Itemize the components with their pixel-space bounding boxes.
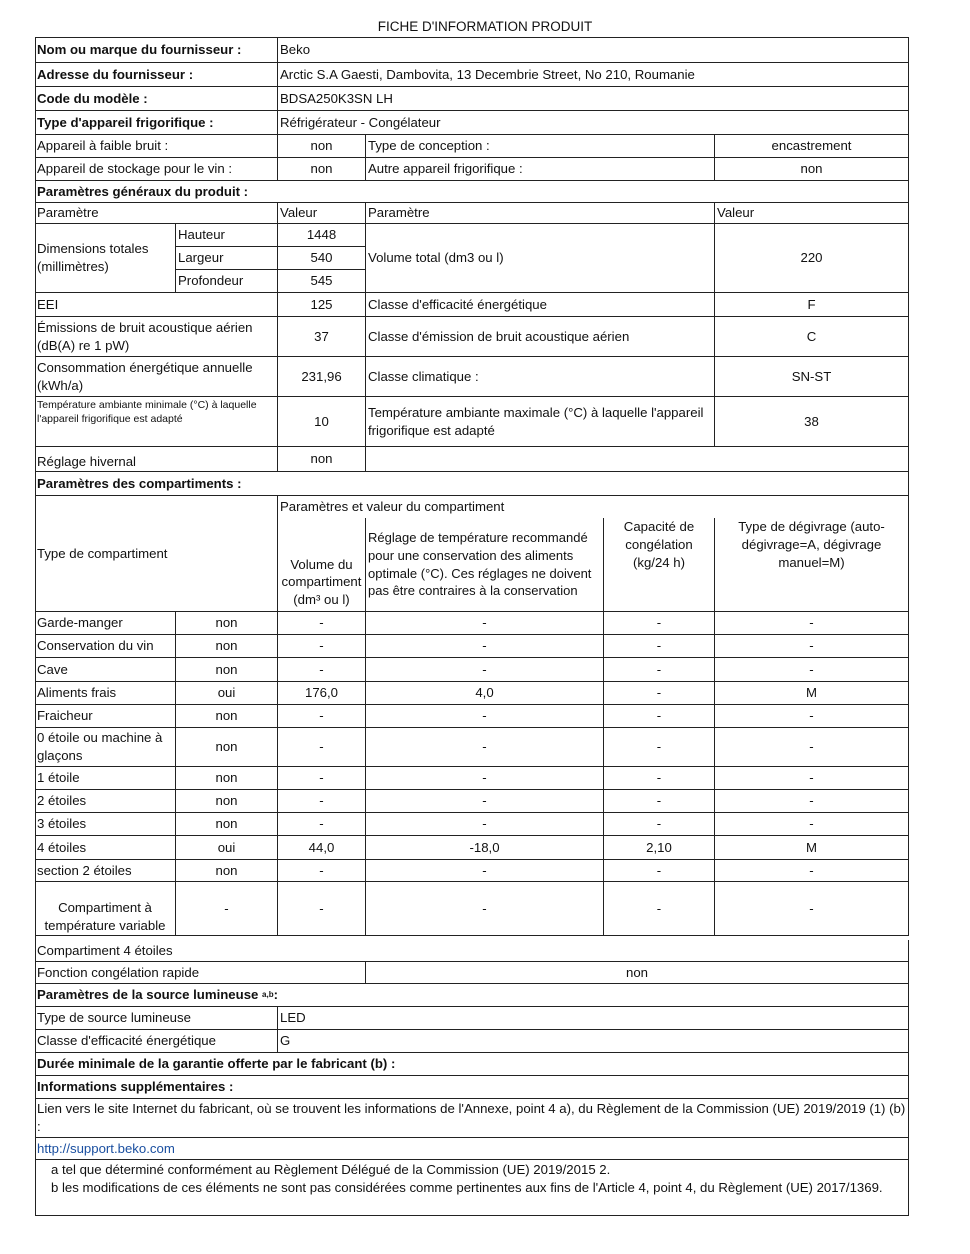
compartment-temp-cell: -	[366, 882, 604, 936]
compartment-present-cell: non	[176, 767, 278, 790]
warranty-label: Durée minimale de la garantie offerte par le fabricant (b) :	[35, 1053, 909, 1076]
general-params-heading: Paramètres généraux du produit :	[35, 181, 909, 203]
compartment-defrost-cell: -	[715, 860, 909, 882]
compartment-defrost-cell: -	[715, 790, 909, 813]
compartment-present-cell: non	[176, 813, 278, 836]
compartment-volume-cell: 176,0	[278, 682, 366, 705]
light-type-label: Type de source lumineuse	[35, 1007, 278, 1030]
compartment-volume-cell: -	[278, 813, 366, 836]
fast-freeze-label: Fonction congélation rapide	[35, 962, 366, 984]
compartment-freeze-cell: -	[604, 635, 715, 658]
compartment-volume-cell: -	[278, 635, 366, 658]
height-value: 1448	[278, 224, 366, 247]
compartment-type-header: Type de compartiment	[35, 496, 278, 612]
volume-header	[278, 518, 366, 612]
light-source-heading	[35, 984, 909, 1007]
compartment-freeze-cell: -	[604, 682, 715, 705]
manufacturer-link-text: Lien vers le site Internet du fabricant, où se trouvent les informations de l'Annexe, point 4 a), du Règlement de la Commission (UE) 2019/2019 (1) (b) :	[35, 1099, 909, 1138]
other-appliance-label: Autre appareil frigorifique :	[366, 158, 715, 181]
winter-setting-label: Réglage hivernal	[35, 447, 278, 472]
appliance-type-label: Type d'appareil frigorifique :	[35, 111, 278, 135]
energy-class-value: F	[715, 293, 909, 317]
model-code-value: BDSA250K3SN LH	[278, 87, 909, 111]
light-heading-colon: :	[273, 987, 279, 1003]
support-url-link[interactable]: http://support.beko.com	[35, 1138, 909, 1160]
compartment-present-cell: non	[176, 860, 278, 882]
light-heading-sup: a,b	[262, 989, 274, 999]
supplier-address-label: Adresse du fournisseur :	[35, 63, 278, 87]
compartment-volume-cell: -	[278, 728, 366, 767]
compartment-name-cell: Aliments frais	[35, 682, 176, 705]
low-noise-label: Appareil à faible bruit :	[35, 135, 278, 158]
compartment-name-cell: 1 étoile	[35, 767, 176, 790]
dimensions-label: Dimensions totales (millimètres)	[35, 224, 176, 293]
param-header: Paramètre	[35, 203, 278, 224]
compartment-name-cell: Fraicheur	[35, 705, 176, 728]
compartment-freeze-cell: -	[604, 767, 715, 790]
compartment-present-cell: -	[176, 882, 278, 936]
compartment-present-cell: non	[176, 635, 278, 658]
compartment-defrost-cell: -	[715, 728, 909, 767]
value-header: Valeur	[278, 203, 366, 224]
compartment-present-cell: non	[176, 790, 278, 813]
compartment-volume-cell: 44,0	[278, 836, 366, 860]
compartment-defrost-cell: M	[715, 682, 909, 705]
light-heading-text: Paramètres de la source lumineuse	[37, 987, 259, 1003]
compartment-name-cell: 4 étoiles	[35, 836, 176, 860]
temp-header: Réglage de température recommandé pour une conservation des aliments optimale (°C). Ces réglages ne doivent pas être contraires à la conservation	[366, 518, 604, 612]
compartment-temp-cell: -	[366, 658, 604, 682]
compartments-heading: Paramètres des compartiments :	[35, 472, 909, 496]
compartment-name-cell: Conservation du vin	[35, 635, 176, 658]
compartment-freeze-cell: -	[604, 790, 715, 813]
compartment-temp-cell: -	[366, 813, 604, 836]
compartment-volume-cell: -	[278, 860, 366, 882]
compartment-defrost-cell: -	[715, 635, 909, 658]
eei-label: EEI	[35, 293, 278, 317]
footnote-a: a tel que déterminé conformément au Règlement Délégué de la Commission (UE) 2019/2015 2.	[51, 1162, 611, 1177]
compartment-present-cell: non	[176, 705, 278, 728]
wine-storage-value: non	[278, 158, 366, 181]
compartment-name-cell: Garde-manger	[35, 612, 176, 635]
compartment-name-cell: 3 étoiles	[35, 813, 176, 836]
compartment-name-cell: 0 étoile ou machine à glaçons	[35, 728, 176, 767]
compartment-volume-cell: -	[278, 790, 366, 813]
design-type-label: Type de conception :	[366, 135, 715, 158]
compartment-temp-cell: 4,0	[366, 682, 604, 705]
compartment-temp-cell: -18,0	[366, 836, 604, 860]
compartment-defrost-cell: M	[715, 836, 909, 860]
compartment-volume-cell: -	[278, 658, 366, 682]
climate-class-label: Classe climatique :	[366, 357, 715, 397]
footnote-b: b les modifications de ces éléments ne sont pas considérées comme pertinentes aux fins de l'Article 4, point 4, du Règlement (UE) 2017/1369.	[51, 1179, 883, 1195]
climate-class-value: SN-ST	[715, 357, 909, 397]
appliance-type-value: Réfrigérateur - Congélateur	[278, 111, 909, 135]
compartment-freeze-cell: 2,10	[604, 836, 715, 860]
supplier-address-value: Arctic S.A Gaesti, Dambovita, 13 Decembrie Street, No 210, Roumanie	[278, 63, 909, 87]
compartment-params-header: Paramètres et valeur du compartiment	[278, 496, 909, 518]
footnotes	[35, 1160, 909, 1216]
noise-class-value: C	[715, 317, 909, 357]
compartment-temp-cell: -	[366, 728, 604, 767]
compartment-defrost-cell: -	[715, 882, 909, 936]
light-class-label: Classe d'efficacité énergétique	[35, 1030, 278, 1053]
compartment-freeze-cell: -	[604, 658, 715, 682]
energy-class-label: Classe d'efficacité énergétique	[366, 293, 715, 317]
width-value: 540	[278, 247, 366, 270]
compartment-volume-cell: -	[278, 767, 366, 790]
compartment-freeze-cell: -	[604, 882, 715, 936]
supplier-name-value: Beko	[278, 37, 909, 63]
supplier-name-label: Nom ou marque du fournisseur :	[35, 37, 278, 63]
noise-emission-label: Émissions de bruit acoustique aérien (dB(A) re 1 pW)	[35, 317, 278, 357]
param-header-2: Paramètre	[366, 203, 715, 224]
compartment-temp-cell: -	[366, 612, 604, 635]
compartment-freeze-cell: -	[604, 612, 715, 635]
compartment-name-cell: Cave	[35, 658, 176, 682]
four-star-compartment-label: Compartiment 4 étoiles	[35, 940, 909, 962]
width-label: Largeur	[176, 247, 278, 270]
value-header-2: Valeur	[715, 203, 909, 224]
max-temp-value: 38	[715, 397, 909, 447]
wine-storage-label: Appareil de stockage pour le vin :	[35, 158, 278, 181]
other-appliance-value: non	[715, 158, 909, 181]
depth-value: 545	[278, 270, 366, 293]
compartment-temp-cell: -	[366, 860, 604, 882]
compartment-present-cell: non	[176, 658, 278, 682]
compartment-defrost-cell: -	[715, 658, 909, 682]
compartment-volume-cell: -	[278, 882, 366, 936]
compartment-volume-cell: -	[278, 705, 366, 728]
compartment-freeze-cell: -	[604, 813, 715, 836]
compartment-freeze-cell: -	[604, 728, 715, 767]
total-volume-value: 220	[715, 224, 909, 293]
height-label: Hauteur	[176, 224, 278, 247]
min-temp-value: 10	[278, 397, 366, 447]
light-class-value: G	[278, 1030, 909, 1053]
compartment-defrost-cell: -	[715, 705, 909, 728]
noise-emission-value: 37	[278, 317, 366, 357]
fast-freeze-value: non	[366, 962, 909, 984]
model-code-label: Code du modèle :	[35, 87, 278, 111]
extra-info-heading: Informations supplémentaires :	[35, 1076, 909, 1099]
compartment-freeze-cell: -	[604, 705, 715, 728]
winter-setting-value: non	[278, 447, 366, 472]
light-type-value: LED	[278, 1007, 909, 1030]
compartment-freeze-cell: -	[604, 860, 715, 882]
compartment-defrost-cell: -	[715, 612, 909, 635]
compartment-temp-cell: -	[366, 635, 604, 658]
noise-class-label: Classe d'émission de bruit acoustique aérien	[366, 317, 715, 357]
compartment-temp-cell: -	[366, 790, 604, 813]
design-type-value: encastrement	[715, 135, 909, 158]
volume-header-text: Volume du compartiment (dm³ ou l)	[281, 556, 362, 608]
winter-setting-empty	[366, 447, 909, 472]
depth-label: Profondeur	[176, 270, 278, 293]
compartment-name-cell: 2 étoiles	[35, 790, 176, 813]
min-temp-label: Température ambiante minimale (°C) à laquelle l'appareil frigorifique est adapté	[35, 397, 278, 447]
compartment-name-cell: section 2 étoiles	[35, 860, 176, 882]
compartment-present-cell: oui	[176, 836, 278, 860]
annual-consumption-label: Consommation énergétique annuelle (kWh/a)	[35, 357, 278, 397]
max-temp-label: Température ambiante maximale (°C) à laquelle l'appareil frigorifique est adapté	[366, 397, 715, 447]
compartment-defrost-cell: -	[715, 767, 909, 790]
compartment-present-cell: non	[176, 612, 278, 635]
total-volume-label: Volume total (dm3 ou l)	[366, 224, 715, 293]
compartment-temp-cell: -	[366, 705, 604, 728]
compartment-temp-cell: -	[366, 767, 604, 790]
eei-value: 125	[278, 293, 366, 317]
compartment-present-cell: non	[176, 728, 278, 767]
defrost-type-header: Type de dégivrage (auto-dégivrage=A, dégivrage manuel=M)	[715, 518, 909, 612]
compartment-present-cell: oui	[176, 682, 278, 705]
compartment-name-cell: Compartiment à température variable	[35, 882, 176, 936]
document-title: FICHE D'INFORMATION PRODUIT	[377, 19, 593, 34]
compartment-defrost-cell: -	[715, 813, 909, 836]
annual-consumption-value: 231,96	[278, 357, 366, 397]
low-noise-value: non	[278, 135, 366, 158]
compartment-volume-cell: -	[278, 612, 366, 635]
freeze-capacity-header: Capacité de congélation (kg/24 h)	[604, 518, 715, 612]
